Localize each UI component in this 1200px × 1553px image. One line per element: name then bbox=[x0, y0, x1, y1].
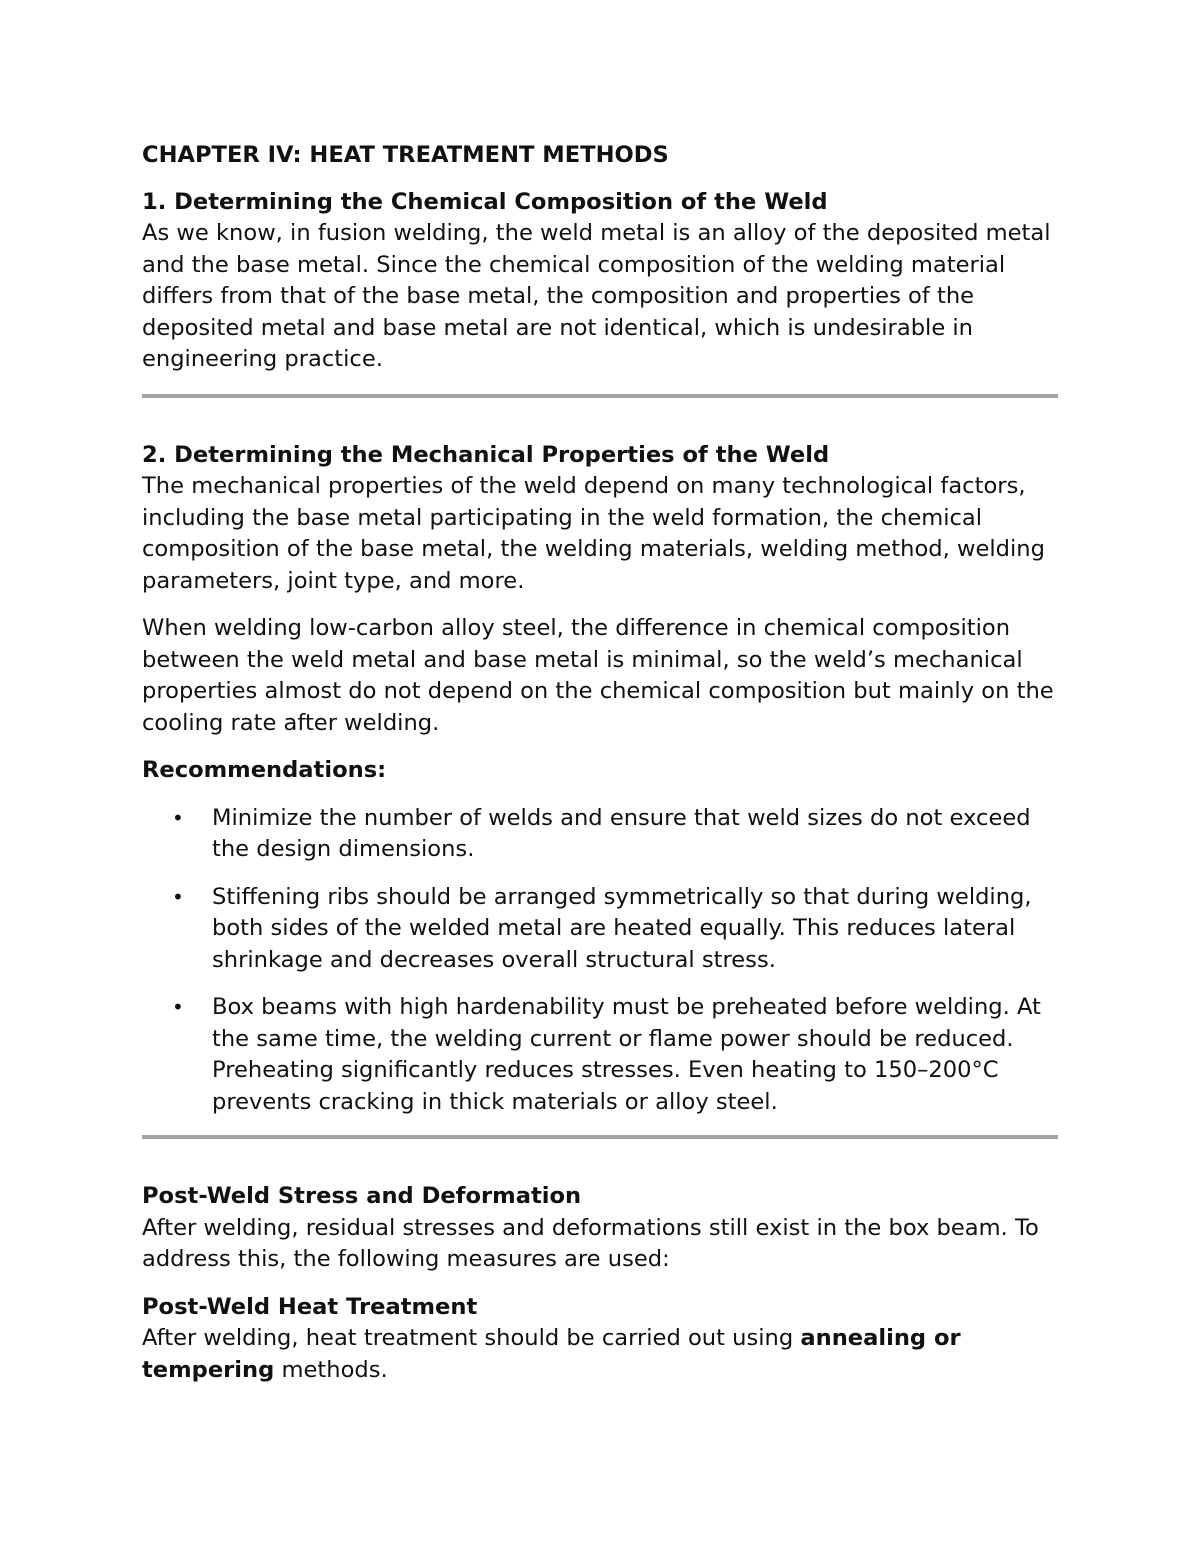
heat-treatment-methods-emphasis: annealing or tempering bbox=[142, 1325, 961, 1383]
recommendations-title: Recommendations: bbox=[142, 757, 387, 783]
section-3-body: After welding, residual stresses and deformations still exist in the box beam. To address this, the following measures are used: bbox=[142, 1214, 1039, 1272]
recommendation-text: Box beams with high hardenability must be preheated before welding. At the same time, the welding current or flame power should be reduced. Preheating significantly reduces stresses. Even heating to 150–200°C prevents cracking in thick materials or alloy steel. bbox=[212, 994, 1041, 1115]
post-weld-heat-treatment-body bbox=[142, 1323, 1062, 1386]
section-2-body-2: When welding low-carbon alloy steel, the difference in chemical composition between the weld metal and base metal is minimal, so the weld’s mechanical properties almost do not depend on the chemical composition but mainly on the cooling rate after welding. bbox=[142, 615, 1054, 736]
bullet-icon: • bbox=[172, 884, 184, 909]
recommendation-item bbox=[142, 882, 1062, 977]
document-page bbox=[142, 140, 1062, 1386]
bullet-icon: • bbox=[172, 805, 184, 830]
section-1-body: As we know, in fusion welding, the weld metal is an alloy of the deposited metal and the base metal. Since the chemical composition of the welding material differs from that of the base metal, the composition and properties of the deposited metal and base metal are not identical, which is undesirable in engineering practice. bbox=[142, 220, 1051, 372]
post-weld-heat-treatment-heading: Post-Weld Heat Treatment bbox=[142, 1293, 478, 1320]
section-divider bbox=[142, 1135, 1058, 1139]
recommendation-text: Stiffening ribs should be arranged symmetrically so that during welding, both sides of the welded metal are heated equally. This reduces lateral shrinkage and decreases overall structural stress. bbox=[212, 883, 1032, 973]
recommendations-list bbox=[142, 803, 1062, 1119]
section-2-body-1: The mechanical properties of the weld depend on many technological factors, including the base metal participating in the weld formation, the chemical composition of the base metal, the welding materials, welding method, welding parameters, joint type, and more. bbox=[142, 473, 1045, 594]
section-2-heading: 2. Determining the Mechanical Properties of the Weld bbox=[142, 441, 830, 468]
bullet-icon: • bbox=[172, 995, 184, 1019]
section-divider bbox=[142, 394, 1058, 398]
section-1-heading: 1. Determining the Chemical Composition of the Weld bbox=[142, 188, 828, 215]
chapter-title: CHAPTER IV: HEAT TREATMENT METHODS bbox=[142, 142, 669, 168]
recommendation-text: Minimize the number of welds and ensure that weld sizes do not exceed the design dimensions. bbox=[212, 804, 1031, 862]
recommendation-item bbox=[142, 803, 1062, 866]
heat-treatment-text-suffix: methods. bbox=[274, 1356, 388, 1383]
recommendation-item bbox=[142, 992, 1062, 1118]
section-3-heading: Post-Weld Stress and Deformation bbox=[142, 1183, 582, 1209]
heat-treatment-text-prefix: After welding, heat treatment should be carried out using bbox=[142, 1325, 801, 1351]
